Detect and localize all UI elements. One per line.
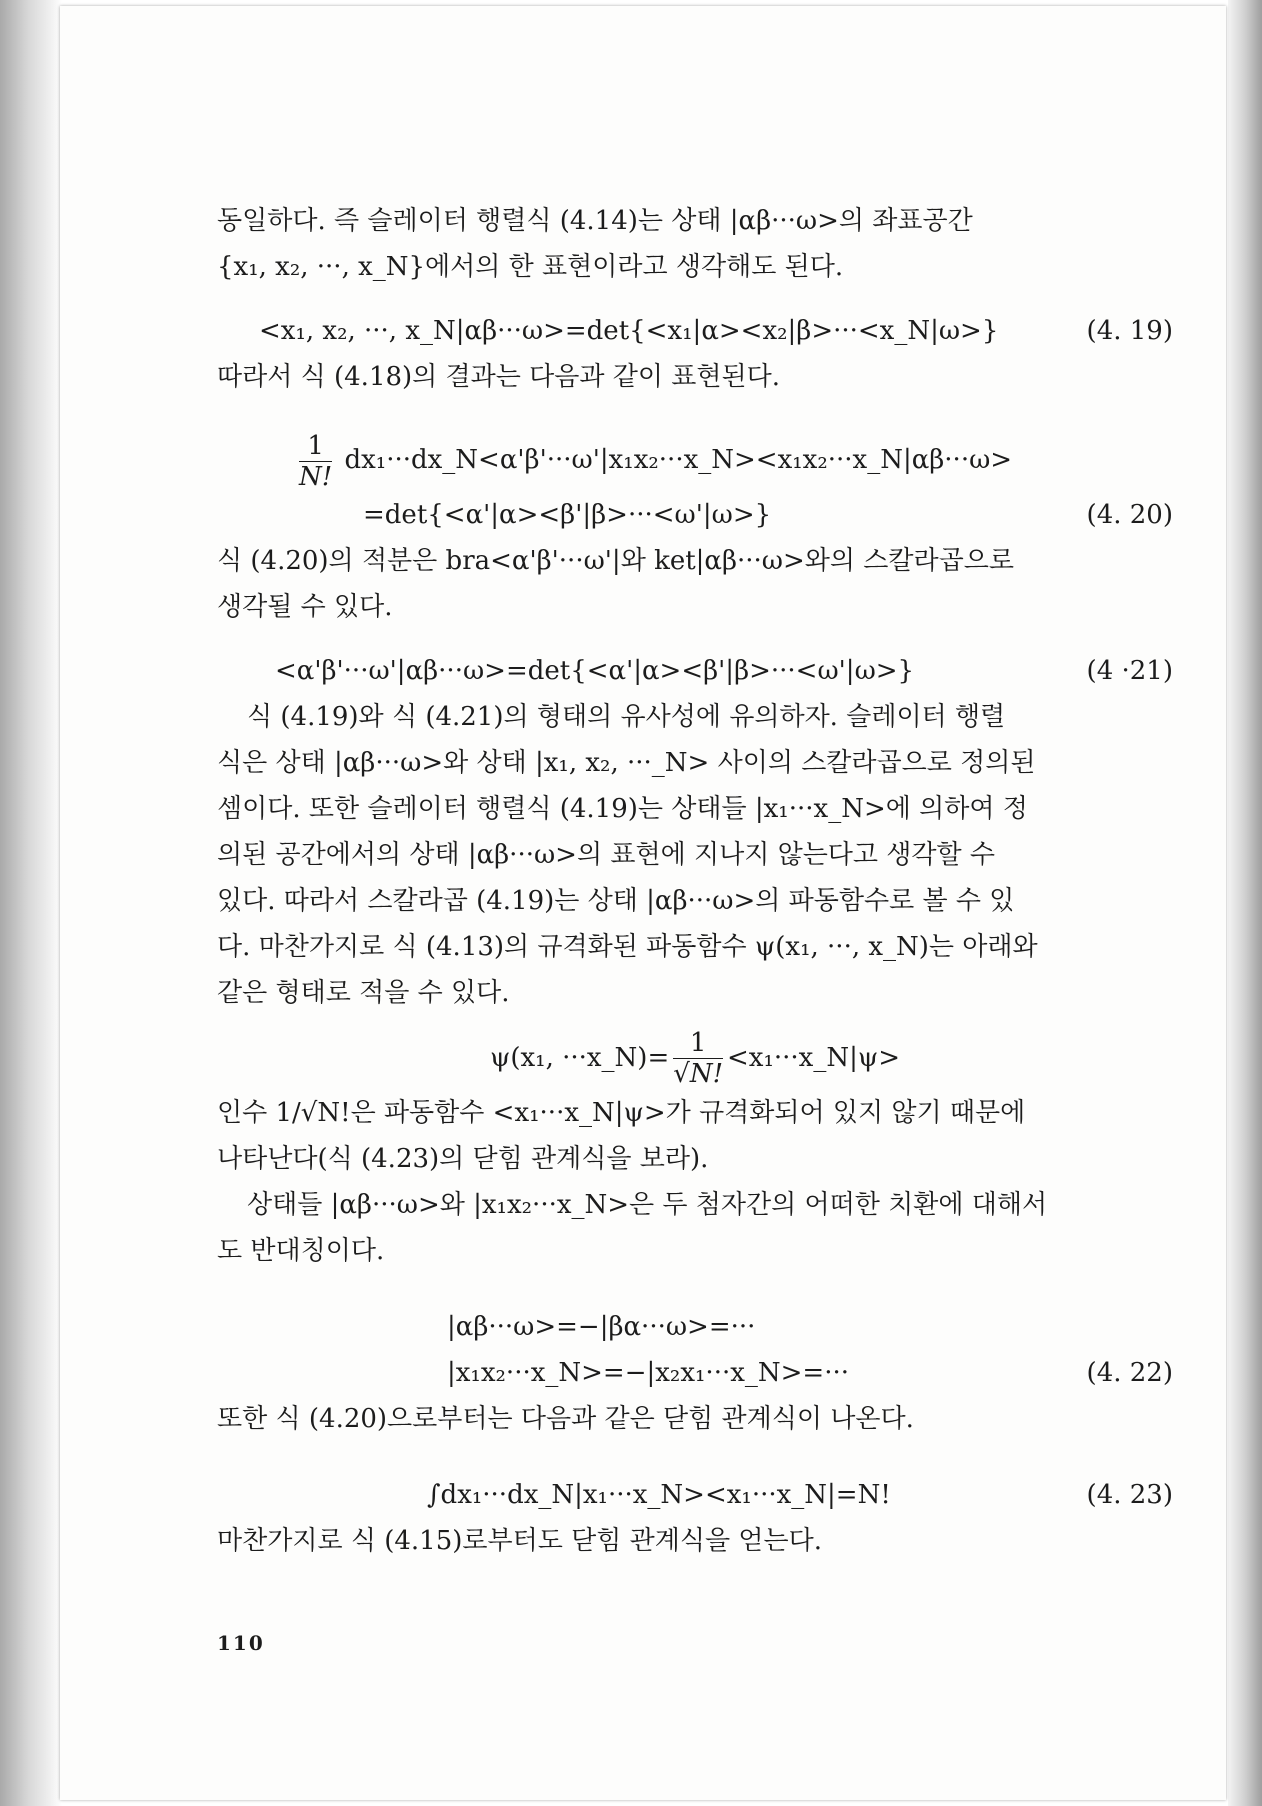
book-edge-right	[1228, 0, 1262, 1806]
paragraph-line: 따라서 식 (4.18)의 결과는 다음과 같이 표현된다.	[217, 362, 781, 392]
page-content	[217, 198, 1173, 1564]
fraction-denominator: N!	[299, 461, 333, 492]
fraction-denominator: √N!	[673, 1059, 724, 1089]
equation-body: <x₁, x₂, ···, x_N|αβ···ω>=det{<x₁|α><x₂|β>···<x_N|ω>}	[259, 316, 999, 346]
paragraph-line: 상태들 |αβ···ω>와 |x₁x₂···x_N>은 두 첨자간의 어떠한 치환에 대해서	[247, 1189, 1048, 1220]
equation-4-20	[217, 430, 1173, 492]
paragraph-line: 동일하다. 즉 슬레이터 행렬식 (4.14)는 상태 |αβ···ω>의 좌표공간	[217, 206, 973, 236]
equation-4-23	[217, 1472, 1173, 1518]
paragraph-line: 생각될 수 있다.	[217, 591, 393, 622]
book-page	[60, 6, 1226, 1800]
equation-4-20-line2	[217, 492, 1173, 538]
book-spine-left	[0, 0, 62, 1806]
paragraph-line: 도 반대칭이다.	[217, 1235, 385, 1266]
fraction	[299, 431, 332, 492]
paragraph-line: 있다. 따라서 스칼라곱 (4.19)는 상태 |αβ···ω>의 파동함수로 볼 수 있	[217, 885, 1015, 916]
equation-lhs: ψ(x₁, ···x_N)=	[489, 1042, 670, 1073]
equation-4-22	[217, 1304, 1173, 1350]
equation-number: (4 ·21)	[1086, 655, 1173, 686]
paragraph-line: 식 (4.19)와 식 (4.21)의 형태의 유사성에 유의하자. 슬레이터 행렬	[247, 701, 1006, 732]
paragraph-line: 식은 상태 |αβ···ω>와 상태 |x₁, x₂, ···_N> 사이의 스칼라곱으로 정의된	[217, 747, 1036, 778]
equation-line: |x₁x₂···x_N>=−|x₂x₁···x_N>=···	[447, 1357, 849, 1388]
equation-body: dx₁···dx_N<α'β'···ω'|x₁x₂···x_N><x₁x₂···x_N|αβ···ω>	[344, 445, 1013, 475]
equation-psi	[217, 1026, 1173, 1090]
equation-body: =det{<α'|α><β'|β>···<ω'|ω>}	[363, 499, 772, 530]
fraction-numerator: 1	[673, 1028, 723, 1059]
equation-body: <α'β'···ω'|αβ···ω>=det{<α'|α><β'|β>···<ω'|ω>}	[275, 655, 915, 686]
paragraph-line: 나타난다(식 (4.23)의 닫힘 관계식을 보라).	[217, 1143, 709, 1174]
equation-rhs: <x₁···x_N|ψ>	[727, 1042, 901, 1073]
paragraph-line: 다. 마찬가지로 식 (4.13)의 규격화된 파동함수 ψ(x₁, ···, x_N)는 아래와	[217, 931, 1038, 962]
equation-4-19	[217, 308, 1173, 354]
equation-number: (4. 22)	[1086, 1357, 1173, 1388]
equation-body: ∫dx₁···dx_N|x₁···x_N><x₁···x_N|=N!	[427, 1479, 891, 1510]
equation-number: (4. 19)	[1086, 316, 1173, 346]
equation-number: (4. 20)	[1086, 499, 1173, 530]
equation-4-22-line2	[217, 1350, 1173, 1396]
paragraph-line: 식 (4.20)의 적분은 bra<α'β'···ω'|와 ket|αβ···ω>와의 스칼라곱으로	[217, 545, 1014, 576]
equation-4-21	[217, 648, 1173, 694]
equation-line: |αβ···ω>=−|βα···ω>=···	[447, 1311, 756, 1342]
paragraph-line: 같은 형태로 적을 수 있다.	[217, 977, 510, 1008]
equation-number: (4. 23)	[1086, 1479, 1173, 1510]
paragraph-line: 의된 공간에서의 상태 |αβ···ω>의 표현에 지나지 않는다고 생각할 수	[217, 839, 996, 870]
page-number: 110	[217, 1631, 265, 1655]
paragraph-line: 마찬가지로 식 (4.15)로부터도 닫힘 관계식을 얻는다.	[217, 1525, 822, 1556]
paragraph-line: 셈이다. 또한 슬레이터 행렬식 (4.19)는 상태들 |x₁···x_N>에 의하여 정	[217, 793, 1028, 824]
fraction	[673, 1028, 723, 1089]
fraction-numerator: 1	[299, 431, 332, 462]
paragraph-line: 인수 1/√N!은 파동함수 <x₁···x_N|ψ>가 규격화되어 있지 않기 때문에	[217, 1097, 1026, 1128]
paragraph-line: 또한 식 (4.20)으로부터는 다음과 같은 닫힘 관계식이 나온다.	[217, 1403, 914, 1434]
paragraph-line: {x₁, x₂, ···, x_N}에서의 한 표현이라고 생각해도 된다.	[217, 252, 844, 282]
